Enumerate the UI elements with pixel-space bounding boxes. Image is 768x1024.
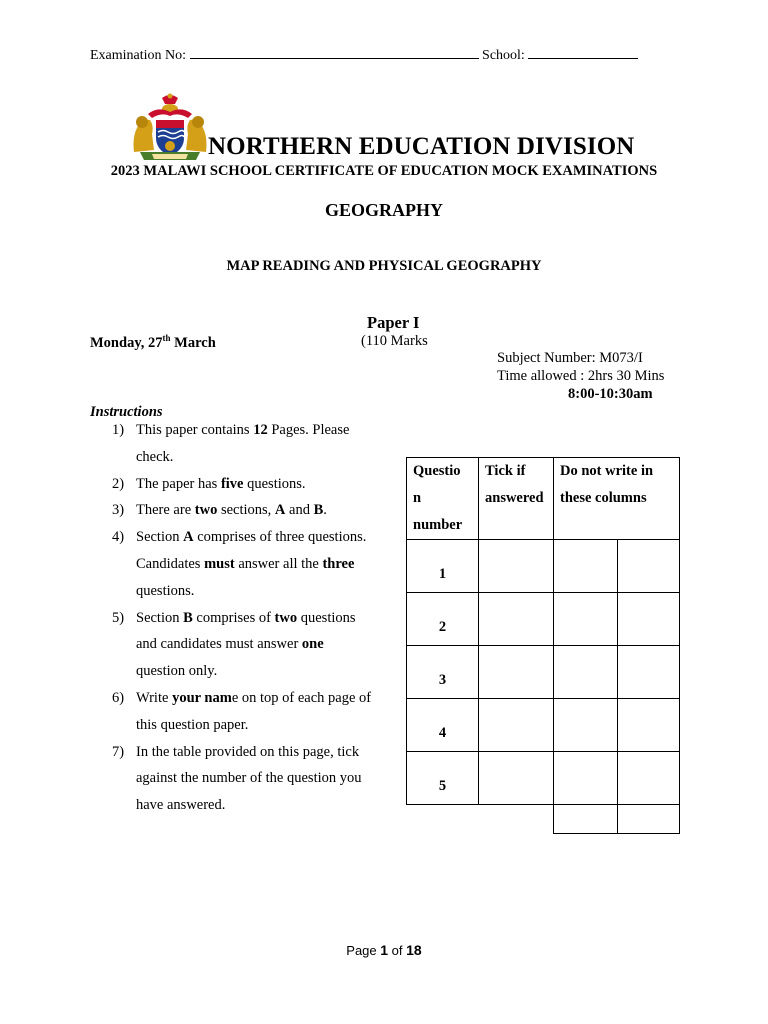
instruction-text: comprises of three questions. Candidates — [136, 529, 367, 572]
examiner-cell — [554, 593, 618, 646]
instruction-text: questions and candidates must answer — [136, 609, 356, 653]
instruction-text: two — [274, 609, 298, 626]
instructions-list — [112, 417, 372, 819]
column-header-do-not-write: Do not write in these columns — [554, 458, 680, 540]
instruction-text: Section — [136, 529, 184, 546]
instruction-text: e on top of each page of this question paper. — [136, 689, 372, 733]
empty-cell — [479, 805, 554, 834]
division-title: NORTHERN EDUCATION DIVISION — [208, 133, 635, 160]
empty-cell — [407, 805, 479, 834]
page-footer: Page 1 of 18 — [346, 942, 422, 958]
school-field[interactable] — [528, 46, 638, 59]
table-row — [407, 540, 680, 593]
instruction-text: Pages. Please check. — [136, 422, 350, 465]
instruction-number: 6) — [112, 689, 125, 706]
table-total-row — [407, 805, 680, 834]
instruction-text: five — [220, 475, 244, 492]
table-row — [407, 593, 680, 646]
instruction-item — [112, 685, 372, 739]
total-cell — [554, 805, 618, 834]
table-row — [407, 699, 680, 752]
examiner-cell — [554, 540, 618, 593]
time-allowed: Time allowed : 2hrs 30 Mins — [497, 368, 665, 384]
question-number-cell: 1 — [407, 540, 479, 593]
instruction-text: This paper contains — [136, 422, 254, 438]
instruction-number: 2) — [112, 475, 125, 492]
examiner-cell — [617, 646, 680, 699]
instruction-item — [112, 471, 372, 498]
examiner-cell — [617, 593, 680, 646]
table-row — [407, 646, 680, 699]
instruction-item — [112, 605, 372, 685]
exam-no-field[interactable] — [190, 46, 479, 59]
instruction-text: B — [183, 609, 193, 626]
instruction-number: 5) — [112, 609, 125, 626]
instruction-text: three — [322, 555, 355, 572]
instruction-text: 12 — [253, 422, 268, 438]
table-header-row — [407, 458, 680, 540]
instruction-text: In the table provided on this page, tick against the number of the question you have answered. — [136, 743, 362, 814]
examiner-cell — [617, 752, 680, 805]
time-range: 8:00-10:30am — [568, 386, 653, 402]
instruction-item — [112, 739, 372, 819]
instruction-text: your nam — [172, 689, 232, 706]
column-header-tick: Tick if answered — [479, 458, 554, 540]
examiner-cell — [554, 699, 618, 752]
instruction-text: answer all the — [234, 555, 323, 572]
paper-title: MAP READING AND PHYSICAL GEOGRAPHY — [226, 258, 542, 274]
instruction-text: two — [194, 502, 218, 519]
malawi-coat-of-arms-icon — [128, 92, 212, 162]
instruction-text: question only. — [136, 663, 218, 680]
instruction-text: Section — [136, 609, 184, 626]
question-number-cell: 3 — [407, 646, 479, 699]
instruction-number: 4) — [112, 529, 125, 546]
instruction-item — [112, 524, 372, 604]
instruction-item — [112, 417, 372, 471]
total-marks: (110 Marks — [361, 333, 428, 349]
column-header-question-number: Questio n number — [407, 458, 479, 540]
subject-number: Subject Number: M073/I — [497, 350, 643, 366]
instruction-text: Write — [136, 689, 173, 706]
question-table — [406, 457, 680, 834]
question-number-cell: 2 — [407, 593, 479, 646]
tick-cell[interactable] — [479, 646, 554, 699]
total-cell — [617, 805, 680, 834]
question-number-cell: 4 — [407, 699, 479, 752]
tick-cell[interactable] — [479, 699, 554, 752]
instruction-text: A — [274, 502, 286, 519]
tick-cell[interactable] — [479, 540, 554, 593]
subject-title: GEOGRAPHY — [324, 200, 443, 220]
school-label: School: — [482, 48, 525, 63]
examiner-cell — [617, 699, 680, 752]
instruction-text: comprises of — [192, 609, 275, 626]
instruction-text: questions. — [136, 582, 195, 599]
instruction-text: questions. — [243, 475, 306, 492]
examiner-cell — [554, 646, 618, 699]
instruction-item — [112, 497, 372, 524]
instruction-text: . — [323, 502, 327, 519]
tick-cell[interactable] — [479, 752, 554, 805]
instruction-text: There are — [136, 502, 195, 519]
instructions-heading: Instructions — [90, 404, 163, 420]
examiner-cell — [554, 752, 618, 805]
instruction-text: one — [301, 636, 324, 653]
question-number-cell: 5 — [407, 752, 479, 805]
instruction-text: A — [183, 529, 194, 546]
exam-no-label: Examination No: — [90, 48, 187, 63]
paper-number: Paper I — [367, 313, 420, 332]
instruction-number: 3) — [112, 502, 125, 519]
examiner-cell — [617, 540, 680, 593]
instruction-number: 7) — [112, 743, 125, 760]
exam-header-line — [90, 46, 638, 64]
exam-title: 2023 MALAWI SCHOOL CERTIFICATE OF EDUCATION MOCK EXAMINATIONS — [110, 163, 658, 179]
table-row — [407, 752, 680, 805]
instruction-text: sections, — [217, 502, 275, 519]
exam-date: Monday, 27th March — [90, 333, 216, 351]
instruction-text: must — [204, 555, 235, 572]
instruction-text: and — [285, 502, 314, 519]
instruction-number: 1) — [112, 422, 125, 438]
tick-cell[interactable] — [479, 593, 554, 646]
instruction-text: The paper has — [136, 475, 221, 492]
instruction-text: B — [313, 502, 324, 519]
